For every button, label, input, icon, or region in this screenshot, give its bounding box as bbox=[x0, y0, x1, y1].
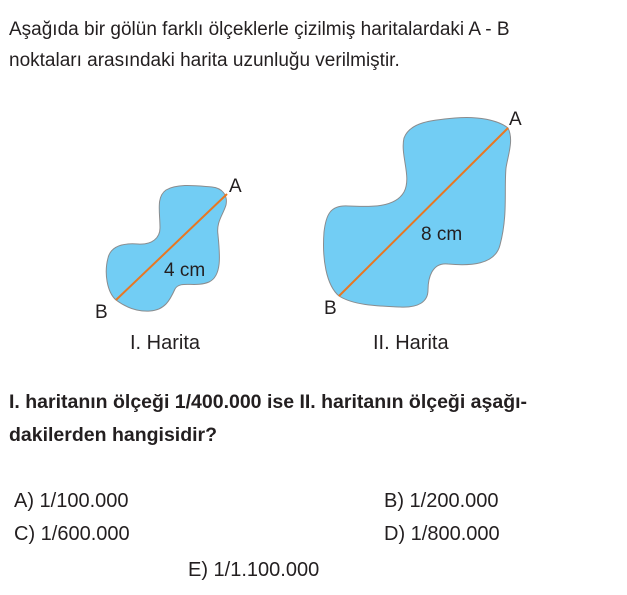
map-2-caption: II. Harita bbox=[373, 332, 449, 354]
option-d[interactable]: D) 1/800.000 bbox=[384, 523, 500, 545]
map-2 bbox=[324, 109, 522, 319]
question-line-2: dakilerden hangisidir? bbox=[9, 424, 218, 446]
question-text bbox=[9, 386, 527, 452]
map-1-point-b: B bbox=[95, 302, 108, 323]
option-b[interactable]: B) 1/200.000 bbox=[384, 490, 499, 512]
option-a[interactable]: A) 1/100.000 bbox=[14, 490, 129, 512]
map-1-distance-label: 4 cm bbox=[164, 260, 206, 281]
intro-line-1: Aşağıda bir gölün farklı ölçeklerle çizilmiş haritalardaki A - B bbox=[9, 19, 510, 40]
intro-line-2: noktaları arasındaki harita uzunluğu verilmiştir. bbox=[9, 50, 400, 71]
map-2-lake-shape bbox=[324, 117, 511, 307]
map-1 bbox=[95, 176, 242, 323]
map-2-point-b: B bbox=[324, 298, 337, 319]
option-c[interactable]: C) 1/600.000 bbox=[14, 523, 130, 545]
map-2-point-a: A bbox=[509, 109, 522, 130]
map-1-caption: I. Harita bbox=[130, 332, 201, 354]
map-2-distance-label: 8 cm bbox=[421, 224, 463, 245]
question-line-1: I. haritanın ölçeği 1/400.000 ise II. haritanın ölçeği aşağı- bbox=[9, 391, 528, 413]
map-1-point-a: A bbox=[229, 176, 242, 197]
option-e[interactable]: E) 1/1.100.000 bbox=[188, 559, 320, 581]
